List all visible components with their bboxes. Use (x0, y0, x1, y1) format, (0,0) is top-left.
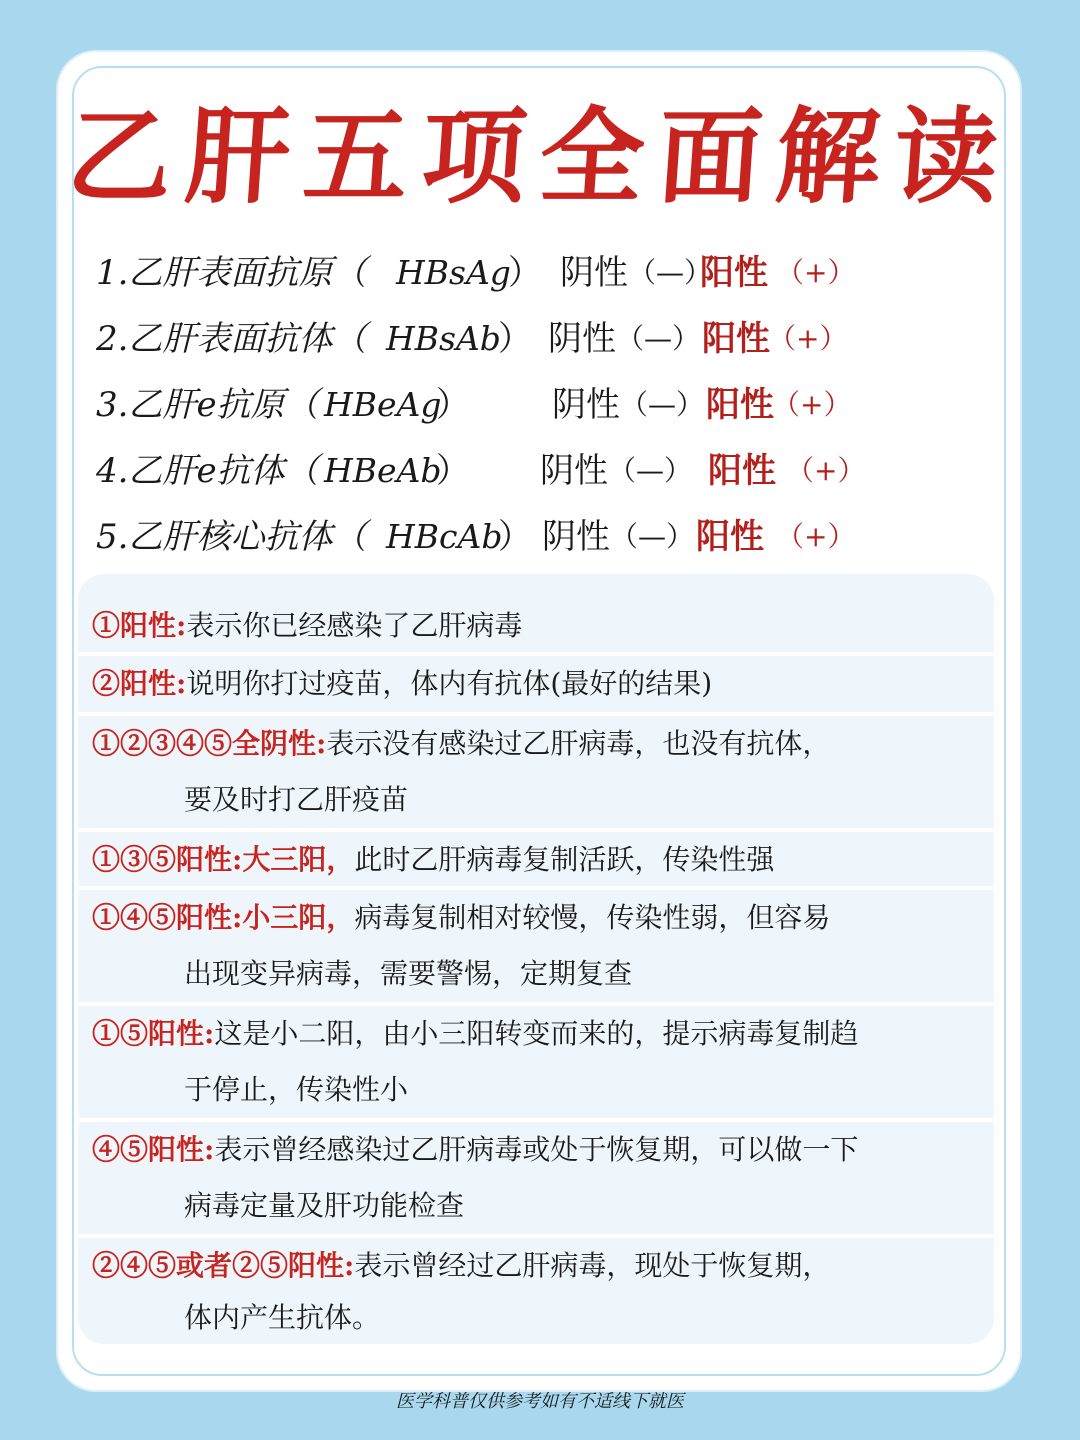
note-text: 病毒复制相对较慢，传染性弱，但容易 (354, 901, 831, 934)
negative-sign: （—） (610, 520, 695, 553)
marker-name: 2.乙肝表面抗体（ (96, 319, 367, 359)
note-label: ④⑤阳性: (92, 1133, 215, 1166)
marker-name: 4.乙肝e抗体（ (96, 451, 319, 491)
note-item (78, 1006, 994, 1122)
note-item (78, 598, 994, 656)
page-title: 乙肝五项全面解读 (63, 95, 1017, 218)
negative-label: 阴性 (560, 253, 628, 293)
marker-list (96, 240, 916, 570)
note-label: ①③⑤阳性:大三阳， (92, 843, 355, 876)
positive-sign: （+） (772, 388, 852, 421)
positive-sign: （+） (776, 256, 856, 289)
negative-sign: （—） (608, 454, 693, 487)
positive-sign: （+） (776, 520, 856, 553)
note-label: ②④⑤或者②⑤阳性: (92, 1249, 355, 1282)
marker-close: ） (436, 385, 470, 425)
negative-label: 阴性 (542, 517, 610, 557)
note-text: 表示你已经感染了乙肝病毒 (186, 609, 523, 642)
marker-code: HBcAb (386, 517, 503, 556)
note-item (78, 1238, 994, 1338)
marker-name: 5.乙肝核心抗体（ (96, 517, 367, 557)
marker-close: ） (498, 319, 532, 359)
marker-row (96, 372, 916, 438)
positive-label: 阳性 (708, 451, 776, 491)
note-label: ①⑤阳性: (92, 1017, 215, 1050)
disclaimer-footer: 医学科普仅供参考如有不适线下就医 (396, 1391, 684, 1412)
marker-code: HBeAb (324, 451, 442, 490)
positive-sign: （+） (768, 322, 848, 355)
note-text: 此时乙肝病毒复制活跃，传染性强 (354, 843, 775, 876)
marker-row (96, 306, 916, 372)
marker-close: ） (498, 517, 532, 557)
note-continuation: 出现变异病毒，需要警惕，定期复查 (184, 957, 633, 990)
note-continuation: 于停止，传染性小 (184, 1073, 409, 1106)
negative-label: 阴性 (552, 385, 620, 425)
marker-row (96, 504, 916, 570)
positive-label: 阳性 (696, 517, 764, 557)
negative-label: 阴性 (548, 319, 616, 359)
negative-sign: （—） (616, 322, 701, 355)
negative-label: 阴性 (540, 451, 608, 491)
positive-label: 阳性 (706, 385, 774, 425)
note-text: 表示曾经感染过乙肝病毒或处于恢复期，可以做一下 (214, 1133, 859, 1166)
marker-row (96, 240, 916, 306)
marker-name: 1.乙肝表面抗原（ (96, 253, 367, 293)
note-item (78, 656, 994, 716)
positive-label: 阳性 (700, 253, 768, 293)
note-item (78, 716, 994, 832)
negative-sign: （—） (620, 388, 705, 421)
note-label: ①④⑤阳性:小三阳， (92, 901, 355, 934)
positive-label: 阳性 (702, 319, 770, 359)
note-label: ①②③④⑤全阴性: (92, 727, 327, 760)
marker-close: ） (508, 253, 542, 293)
note-continuation: 要及时打乙肝疫苗 (184, 783, 409, 816)
note-label: ①阳性: (92, 609, 187, 642)
note-continuation: 病毒定量及肝功能检查 (184, 1189, 465, 1222)
note-text: 这是小二阳，由小三阳转变而来的，提示病毒复制趋 (214, 1017, 859, 1050)
marker-code: HBsAg (396, 253, 511, 292)
positive-sign: （+） (786, 454, 866, 487)
note-text: 表示曾经过乙肝病毒，现处于恢复期， (354, 1249, 831, 1282)
marker-code: HBsAb (386, 319, 501, 358)
note-text: 表示没有感染过乙肝病毒，也没有抗体， (326, 727, 831, 760)
note-text: 说明你打过疫苗，体内有抗体(最好的结果) (186, 667, 713, 700)
marker-row (96, 438, 916, 504)
note-label: ②阳性: (92, 667, 187, 700)
marker-close: ） (436, 451, 470, 491)
note-item (78, 1122, 994, 1238)
negative-sign: （—） (628, 256, 713, 289)
marker-code: HBeAg (324, 385, 442, 424)
note-continuation: 体内产生抗体。 (184, 1301, 381, 1334)
note-item (78, 832, 994, 890)
note-item (78, 890, 994, 1006)
interpretation-panel (78, 574, 994, 1344)
marker-name: 3.乙肝e抗原（ (96, 385, 319, 425)
